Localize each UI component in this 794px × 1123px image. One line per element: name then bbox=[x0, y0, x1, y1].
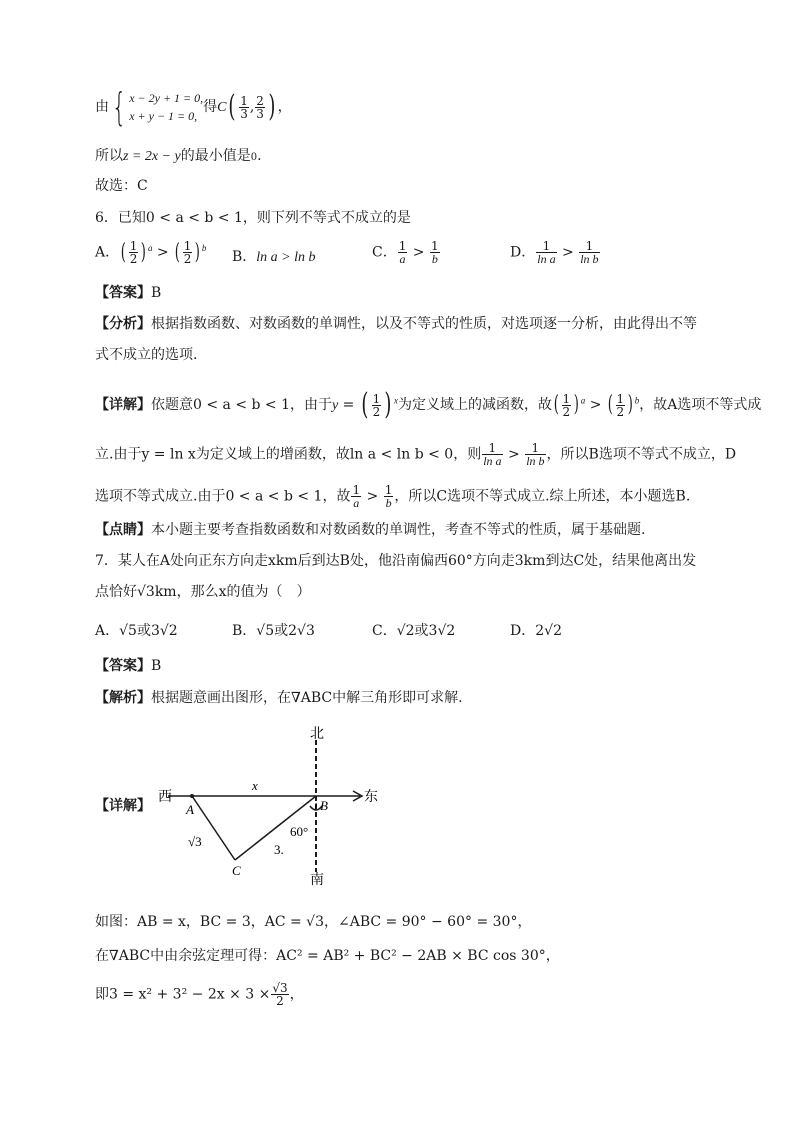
system-line: 由 { x − 2y + 1 = 0, x + y − 1 = 0, 得C( $\frac{1}{3}$ , $\frac{2}{3}$ ) ， bbox=[95, 85, 292, 129]
choice-line: 故选：C bbox=[95, 178, 148, 194]
sqrt3-label: √3 bbox=[188, 834, 202, 849]
option-d: D． $\frac{1}{\text{ln a}}$ > $\frac{1}{\text{ln b}}$ bbox=[510, 239, 599, 266]
analysis-6: 【分析】根据指数函数、对数函数的单调性，以及不等式的性质，对选项逐一分析，由此得出不等 bbox=[95, 316, 697, 332]
option-b: B．ln a > ln b bbox=[232, 249, 316, 265]
triangle-figure bbox=[150, 722, 390, 890]
comment-6: 【点睛】本小题主要考查指数函数和对数函数的单调性，考查不等式的性质，属于基础题. bbox=[95, 522, 646, 538]
text: 由 bbox=[95, 99, 109, 115]
equation-1: x − 2y + 1 = 0, bbox=[129, 91, 204, 105]
option-a: A．( $\frac{1}{2}$ ) $^a$ > ( $\frac{1}{2}$ ) $^b$ bbox=[95, 239, 207, 266]
north-label: 北 bbox=[310, 727, 324, 742]
detail-6-line3: 选项不等式成立.由于0 < a < b < 1，故 $\frac{1}{a}$ > $\frac{1}{b}$ ，所以C选项不等式成立.综上所述，本小题选B. bbox=[95, 483, 691, 510]
three-label: 3. bbox=[274, 842, 284, 857]
point-label: C bbox=[217, 100, 227, 115]
equation-line-3: 即3 = x² + 3² − 2x × 3 × $\frac{√3}{2}$ ， bbox=[95, 981, 304, 1008]
point-a bbox=[190, 794, 194, 798]
a-label: A bbox=[186, 802, 194, 817]
detail-6-line1: 【详解】依题意0 < a < b < 1，由于y = ( $\frac{1}{2}$ ) $^x$为定义域上的减函数，故( $\frac{1}{2}$ ) $^a$ > ( $\frac{1}{2}$ ) $^b$，故A选项不等式成 bbox=[95, 387, 762, 422]
c-label: C bbox=[232, 863, 241, 878]
answer-6: 【答案】B bbox=[95, 285, 162, 301]
west-label: 西 bbox=[158, 790, 172, 805]
analysis-6-cont: 式不成立的选项. bbox=[95, 347, 198, 363]
fraction: $\frac{1}{3}$ bbox=[240, 93, 248, 121]
detail-6-line2: 立.由于y = ln x为定义域上的增函数，故ln a < ln b < 0，则 $\frac{1}{\text{ln a}}$ > $\frac{1}{\text{ln b}}$ ，所以B选项不等式不成立，D bbox=[95, 441, 737, 468]
analysis-7: 【解析】根据题意画出图形，在∇ABC中解三角形即可求解. bbox=[95, 690, 463, 706]
q7-option-d: D．2√2 bbox=[510, 623, 562, 639]
side-ac bbox=[192, 796, 235, 860]
i-label: i bbox=[314, 801, 318, 813]
q7-option-c: C．√2或3√2 bbox=[372, 623, 456, 639]
min-value-line: 所以z = 2x − y的最小值是0. bbox=[95, 148, 262, 164]
equation-system: { x − 2y + 1 = 0, x + y − 1 = 0, bbox=[111, 85, 204, 129]
x-label: x bbox=[252, 778, 258, 793]
question-6-stem: 6．已知0 < a < b < 1，则下列不等式不成立的是 bbox=[95, 210, 411, 226]
fraction: $\frac{2}{3}$ bbox=[256, 93, 264, 121]
question-7-line2: 点恰好√3km，那么x的值为（ ） bbox=[95, 584, 311, 600]
detail-7-tag: 【详解】 bbox=[95, 798, 151, 814]
equation-line-1: 如图：AB = x，BC = 3，AC = √3，∠ABC = 90° − 60° = 30°， bbox=[95, 914, 532, 930]
equation-2: x + y − 1 = 0, bbox=[129, 109, 198, 123]
answer-7: 【答案】B bbox=[95, 658, 162, 674]
east-label: 东 bbox=[364, 790, 378, 805]
text: 得 bbox=[203, 99, 218, 115]
q7-option-b: B．√5或2√3 bbox=[232, 623, 315, 639]
option-c: C． $\frac{1}{a}$ > $\frac{1}{b}$ bbox=[372, 239, 439, 266]
equation-line-2: 在∇ABC中由余弦定理可得：AC² = AB² + BC² − 2AB × BC cos 30°， bbox=[95, 948, 560, 964]
question-7-line1: 7．某人在A处向正东方向走xkm后到达B处，他沿南偏西60°方向走3km到达C处，结果他离出发 bbox=[95, 553, 697, 569]
south-label: 南 bbox=[310, 873, 324, 888]
q7-option-a: A．√5或3√2 bbox=[95, 623, 178, 639]
b-label: B bbox=[320, 798, 328, 813]
angle-label: 60° bbox=[290, 824, 309, 839]
